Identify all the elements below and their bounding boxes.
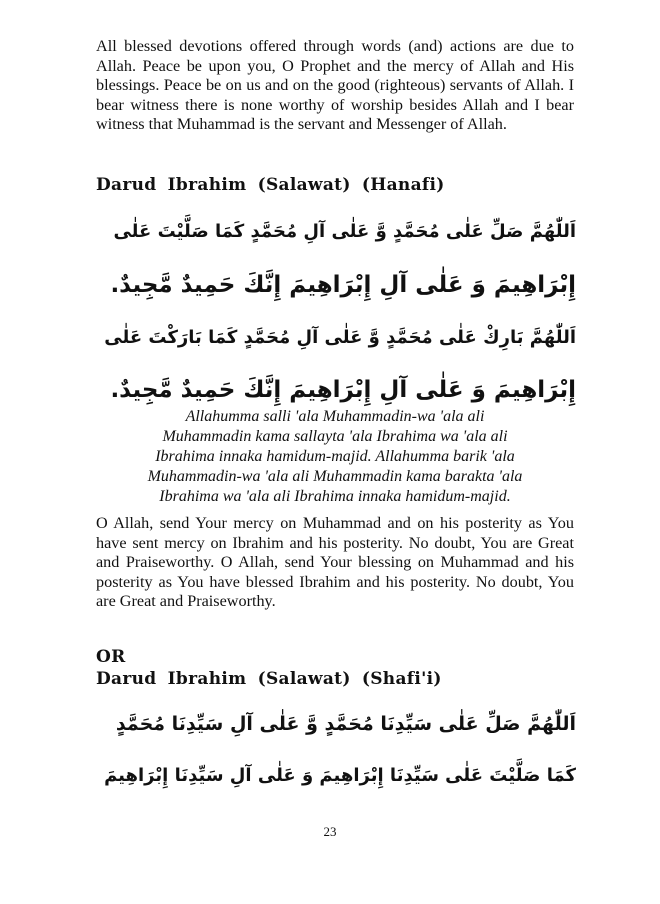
transliteration-line: Muhammadin-wa 'ala ali Muhammadin kama barakta 'ala bbox=[147, 468, 523, 485]
tashahhud-translation-paragraph: All blessed devotions offered through words (and) actions are due to Allah. Peace be upon you, O Prophet and the mercy of Allah and His blessings. Peace be on us and on the good (righteous) servants of Allah. I bear witness there is none worthy of worship besides Allah and I bear witness that Muhammad is the servant and Messenger of Allah. bbox=[96, 37, 574, 134]
transliteration-line: Ibrahima innaka hamidum-majid. Allahumma barik 'ala bbox=[155, 448, 515, 465]
or-label: OR bbox=[96, 647, 126, 667]
hanafi-darud-heading: Darud Ibrahim (Salawat) (Hanafi) bbox=[96, 175, 445, 195]
shafii-arabic-line-1: اَللّٰهُمَّ صَلِّ عَلٰى سَيِّدِنَا مُحَمَّدٍ وَّ عَلٰى آلِ سَيِّدِنَا مُحَمَّدٍ bbox=[115, 713, 576, 735]
transliteration-line: Allahumma salli 'ala Muhammadin-wa 'ala ali bbox=[185, 408, 485, 425]
hanafi-arabic-line-4: إِبْرَاهِيمَ وَ عَلٰى آلِ إِبْرَاهِيمَ إِنَّكَ حَمِيدٌ مَّجِيدٌ. bbox=[110, 377, 576, 403]
hanafi-arabic-line-2: إِبْرَاهِيمَ وَ عَلٰى آلِ إِبْرَاهِيمَ إِنَّكَ حَمِيدٌ مَّجِيدٌ. bbox=[110, 272, 576, 298]
shafii-darud-heading: Darud Ibrahim (Salawat) (Shafi'i) bbox=[96, 669, 442, 689]
shafii-arabic-line-2: كَمَا صَلَّيْتَ عَلٰى سَيِّدِنَا إِبْرَاهِيمَ وَ عَلٰى آلِ سَيِّدِنَا إِبْرَاهِيمَ bbox=[104, 765, 576, 786]
hanafi-english-translation: O Allah, send Your mercy on Muhammad and on his posterity as You have sent mercy on Ibrahim and his posterity. No doubt, You are Great and Praiseworthy. O Allah, send Your blessing on Muhammad and his posterity as You have blessed Ibrahim and his posterity. No doubt, You are Great and Praiseworthy. bbox=[96, 514, 574, 611]
hanafi-arabic-line-1: اَللّٰهُمَّ صَلِّ عَلٰى مُحَمَّدٍ وَّ عَلٰى آلِ مُحَمَّدٍ كَمَا صَلَّيْتَ عَلٰى bbox=[113, 221, 576, 242]
hanafi-transliteration bbox=[96, 407, 574, 507]
transliteration-line: Muhammadin kama sallayta 'ala Ibrahima wa 'ala ali bbox=[162, 428, 508, 445]
page-number: 23 bbox=[323, 824, 337, 839]
hanafi-arabic-line-3: اَللّٰهُمَّ بَارِكْ عَلٰى مُحَمَّدٍ وَّ عَلٰى آلِ مُحَمَّدٍ كَمَا بَارَكْتَ عَلٰى bbox=[104, 327, 576, 348]
transliteration-line: Ibrahima wa 'ala ali Ibrahima innaka hamidum-majid. bbox=[159, 488, 511, 505]
